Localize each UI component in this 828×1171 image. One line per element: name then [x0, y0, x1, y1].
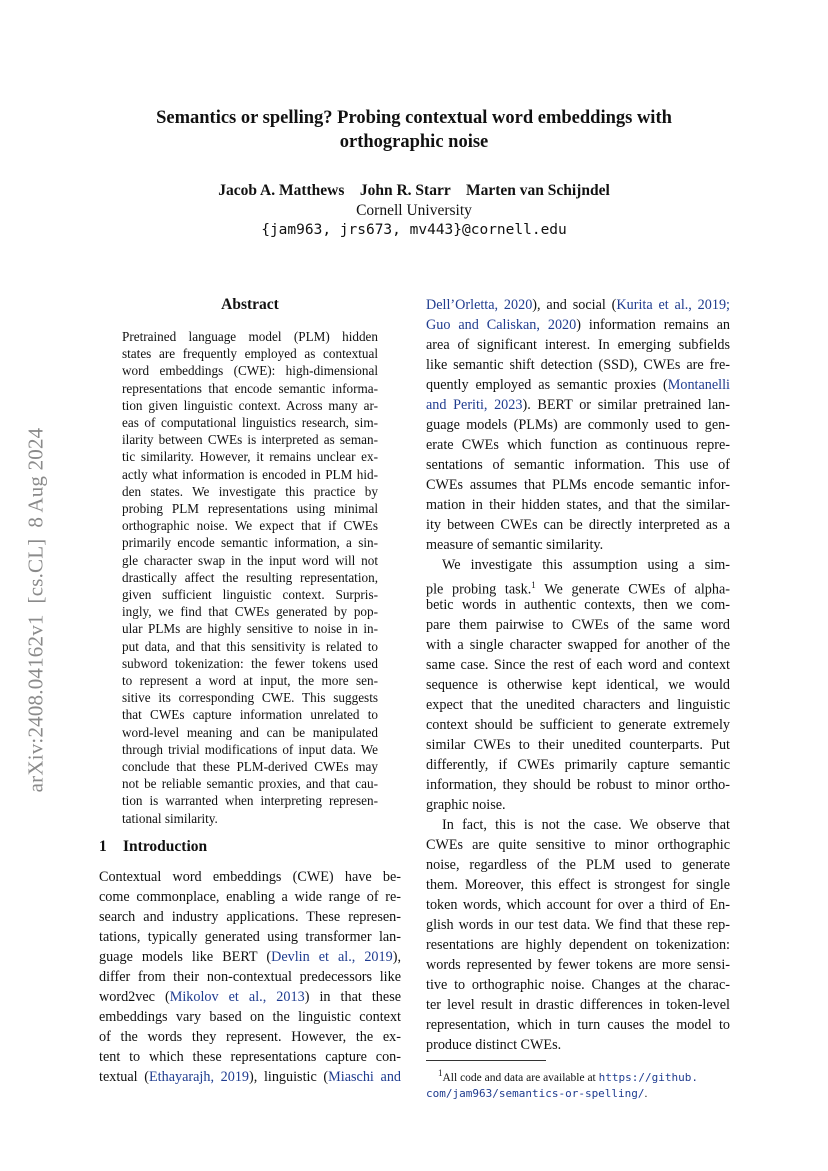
text-line: tations, typically generated using transformer lan-: [99, 929, 401, 945]
text-line: embeddings vary based on the linguistic context: [99, 1009, 401, 1025]
text-line: guage models like BERT (Devlin et al., 2019),: [99, 949, 401, 965]
text-line: tive to orthographic noise. Changes at the charac-: [426, 977, 730, 993]
text-line: produce distinct CWEs.: [426, 1037, 562, 1053]
abstract-line: tion is warranted when interpreting represen-: [122, 793, 378, 809]
abstract-line: tational similarity.: [122, 810, 218, 826]
text-line: differ from their non-contextual predecessors like: [99, 969, 401, 985]
text-line: with a single character swapped for another of the: [426, 637, 730, 653]
citation-link[interactable]: Mikolov et al., 2013: [169, 989, 305, 1005]
footnote-url[interactable]: https://github.: [598, 1070, 698, 1084]
text-line: of the words they represent. However, the ex-: [99, 1029, 401, 1045]
author-list: Jacob A. Matthews John R. Starr Marten van Schijndel: [218, 182, 610, 199]
section-heading-introduction: [99, 838, 207, 856]
citation-link[interactable]: Devlin et al., 2019: [271, 949, 393, 965]
abstract-line: word embeddings (CWE): high-dimensional: [122, 363, 378, 379]
text-line: graphic noise.: [426, 797, 506, 813]
text-line: ple probing task.$^1$ We generate CWEs of alpha-: [426, 580, 730, 598]
text-line: ter level result in drastic differences in token-level: [426, 997, 730, 1013]
text-line: token words, which account for over a third of En-: [426, 897, 730, 913]
text-line: them. Moreover, this effect is strongest for single: [426, 877, 730, 893]
abstract-line: ingly, we find that CWEs generated by pop-: [122, 604, 378, 620]
text-line: Contextual word embeddings (CWE) have be-: [99, 869, 401, 885]
text-line: textual (Ethayarajh, 2019), linguistic (Miaschi and: [99, 1069, 402, 1085]
author-emails: {jam963, jrs673, mv443}@cornell.edu: [261, 222, 567, 238]
text-line: CWEs are quite sensitive to minor orthographic: [426, 837, 730, 853]
title-line-1: Semantics or spelling? Probing contextual word embeddings with: [156, 108, 672, 128]
text-line: and Periti, 2023). BERT or similar pretrained lan-: [426, 397, 730, 413]
paper-title: [100, 106, 728, 154]
text-line: ity between CWEs can be directly interpreted as a: [426, 517, 730, 533]
abstract-heading: Abstract: [221, 296, 279, 313]
text-line: like semantic shift detection (SSD), CWEs are fre-: [426, 357, 730, 373]
section-title: Introduction: [123, 838, 208, 855]
citation-link[interactable]: Dell’Orletta, 2020: [426, 297, 533, 313]
text-line: guage models (PLMs) are commonly used to gen-: [426, 417, 730, 433]
citation-link[interactable]: Montanelli: [667, 377, 730, 393]
abstract-line: subword tokenization: the fewer tokens used: [122, 655, 378, 671]
abstract-line: conclude that these PLM-derived CWEs may: [122, 759, 378, 774]
citation-link[interactable]: Miaschi and: [328, 1069, 402, 1085]
footnote: $^1$All code and data are available at https://github. com/jam963/semantics-or-spelling/.: [426, 1068, 698, 1100]
text-line: betic words in authentic contexts, then we com-: [426, 597, 730, 613]
abstract-line: tic similarity. However, it remains unclear ex-: [122, 449, 378, 465]
abstract-line: sitive its corresponding CWE. This suggests: [122, 690, 378, 706]
abstract-line: Pretrained language model (PLM) hidden: [122, 329, 378, 344]
title-line-2: orthographic noise: [339, 132, 489, 152]
text-line: search and industry applications. These represen-: [99, 909, 401, 925]
text-line: differently, if CWEs primarily capture semantic: [426, 757, 730, 773]
citation-link[interactable]: Kurita et al., 2019;: [616, 297, 730, 313]
text-line: come commonplace, enabling a wide range of re-: [99, 889, 401, 905]
text-line: expect that the unedited characters and linguistic: [426, 697, 730, 713]
text-line: same case. Since the rest of each word and context: [426, 657, 730, 673]
abstract-line: actly what information is encoded in PLM hid-: [122, 466, 378, 482]
text-line: resentations are highly dependent on tokenization:: [426, 937, 730, 953]
abstract-line: states are frequently employed as contextual: [122, 346, 378, 362]
footnote-url-cont[interactable]: com/jam963/semantics-or-spelling/: [426, 1086, 645, 1100]
affiliation: Cornell University: [356, 202, 472, 219]
text-line: quently employed as semantic proxies (Montanelli: [426, 377, 730, 393]
abstract-line: eas of computational linguistics research, sim-: [122, 415, 378, 430]
text-line: We investigate this assumption using a sim-: [442, 557, 730, 573]
citation-link[interactable]: Ethayarajh, 2019: [149, 1069, 250, 1085]
abstract-line: drastically affect the resulting representation,: [122, 569, 378, 585]
text-line: In fact, this is not the case. We observe that: [442, 817, 730, 833]
abstract-line: through trivial modifications of input data. We: [122, 741, 378, 757]
abstract-line: tion given linguistic context. Across many ar-: [122, 397, 378, 413]
text-line: Guo and Caliskan, 2020) information remains an: [426, 317, 730, 333]
text-line: noise, regardless of the PLM used to generate: [426, 857, 730, 873]
text-line: erate CWEs which function as continuous repre-: [426, 437, 730, 453]
footnote-marker[interactable]: 1: [531, 580, 536, 590]
abstract-line: ilarity between CWEs is interpreted as seman-: [122, 432, 378, 448]
text-line: sequence is otherwise kept identical, we would: [426, 677, 730, 693]
text-line: pare them pairwise to CWEs of the same word: [426, 617, 730, 633]
text-line: similar CWEs to their unedited counterparts. Put: [426, 737, 730, 753]
abstract-line: given sufficient linguistic context. Surpris-: [122, 587, 378, 602]
text-line: CWEs assumes that PLMs encode semantic infor-: [426, 477, 730, 493]
arxiv-id: arXiv:2408.04162v1 [cs.CL] 8 Aug 2024: [23, 427, 48, 793]
abstract-line: representations that encode semantic informa-: [122, 380, 378, 396]
abstract-line: that CWEs capture information unrelated to: [122, 707, 378, 723]
citation-link[interactable]: and Periti, 2023: [426, 397, 523, 413]
abstract-line: word-level meaning and can be manipulated: [122, 724, 378, 740]
arxiv-stamp: [6, 370, 66, 850]
footnote-number: 1: [438, 1068, 443, 1078]
abstract-line: put data, and that this sensitivity is related to: [122, 638, 378, 654]
citation-link[interactable]: Guo and Caliskan, 2020: [426, 317, 577, 333]
text-line: information, they should be robust to minor ortho-: [426, 777, 730, 793]
abstract-line: primarily encode semantic information, a sin-: [122, 535, 378, 551]
text-line: words represented by fewer tokens are more sensi-: [426, 957, 730, 973]
section-number: 1: [99, 838, 107, 855]
text-line: area of significant interest. In emerging subfields: [426, 337, 730, 353]
text-line: mation in their hidden states, and that the similar-: [426, 497, 730, 513]
abstract-line: probing PLM representations using minimal: [122, 501, 378, 516]
abstract-line: to represent a word at input, the more sen-: [122, 673, 378, 688]
text-line: tent to which these representations capture con-: [99, 1049, 401, 1065]
abstract-line: orthographic noise. We expect that if CWEs: [122, 518, 378, 534]
text-line: sentations of semantic information. This use of: [426, 457, 730, 473]
text-line: glish words in our test data. We find that these rep-: [426, 917, 730, 933]
abstract-line: gle character swap in the input word will not: [122, 552, 378, 568]
text-line: word2vec (Mikolov et al., 2013) in that these: [99, 989, 402, 1005]
abstract-line: den states. We investigate this practice by: [122, 483, 378, 499]
text-line: Dell’Orletta, 2020), and social (Kurita et al., 2019;: [426, 297, 730, 313]
footnote-rule: [426, 1060, 546, 1061]
text-line: context should be sufficient to generate extremely: [426, 717, 730, 733]
text-line: representation, which in turn causes the model to: [426, 1017, 730, 1033]
text-line: measure of semantic similarity.: [426, 537, 604, 553]
abstract-line: not be reliable semantic proxies, and that cau-: [122, 776, 378, 792]
abstract-line: ular PLMs are highly sensitive to noise in in-: [122, 621, 378, 637]
